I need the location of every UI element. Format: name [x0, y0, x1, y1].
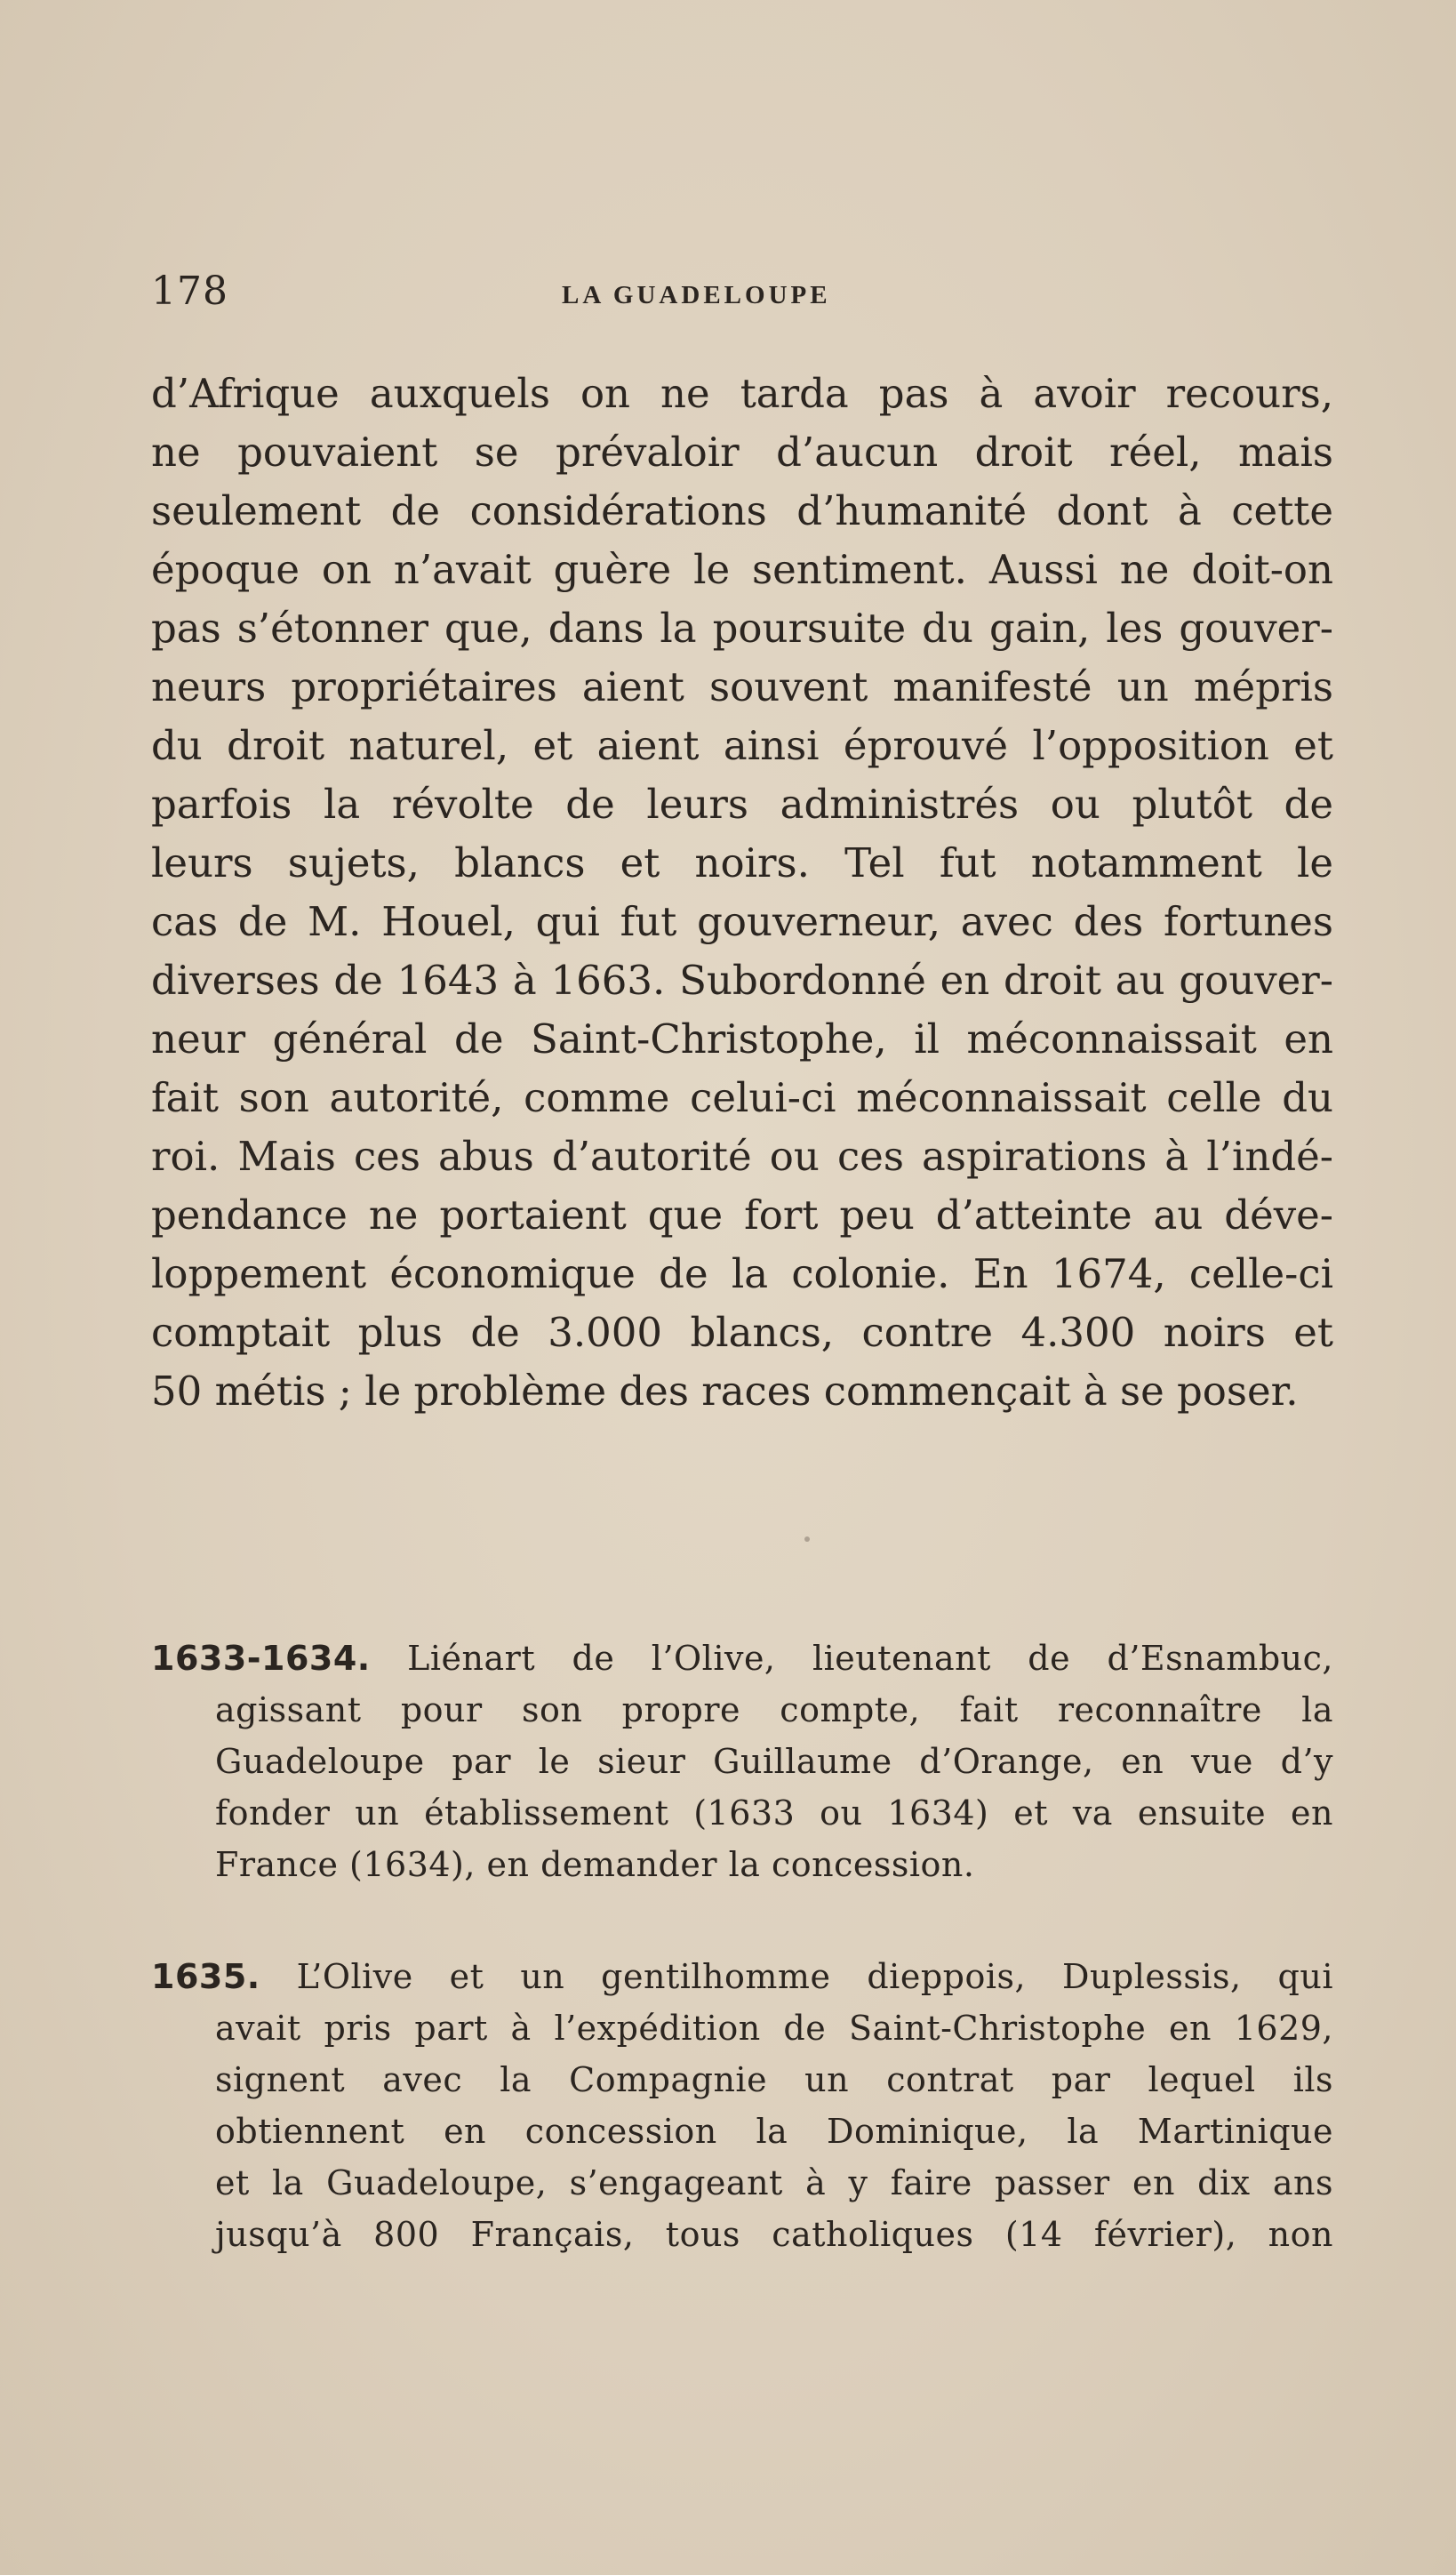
- running-head: [151, 269, 1333, 322]
- body-line: pendance ne portaient que fort peu d’atteinte au déve-: [151, 1191, 1333, 1239]
- body-line: loppement économique de la colonie. En 1674, celle-ci: [151, 1250, 1333, 1297]
- body-line: seulement de considérations d’humanité dont à cette: [151, 487, 1333, 534]
- running-title: LA GUADELOUPE: [562, 281, 831, 309]
- chronology-date: 1633-1634.: [151, 1639, 371, 1678]
- chronology-line: agissant pour son propre compte, fait reconnaître la: [215, 1690, 1333, 1729]
- chronology-first-line: [151, 1632, 1333, 1684]
- body-line: leurs sujets, blancs et noirs. Tel fut notamment le: [151, 839, 1333, 886]
- chronology-date: 1635.: [151, 1957, 260, 1996]
- body-line: d’Afrique auxquels on ne tarda pas à avoir recours,: [151, 370, 1333, 417]
- body-line: du droit naturel, et aient ainsi éprouvé l’opposition et: [151, 722, 1333, 769]
- chronology-line: et la Guadeloupe, s’engageant à y faire passer en dix ans: [215, 2163, 1333, 2202]
- chronology-line: Guadeloupe par le sieur Guillaume d’Orange, en vue d’y: [215, 1742, 1333, 1781]
- body-paragraph: [151, 365, 1333, 1421]
- chronology-line: jusqu’à 800 Français, tous catholiques (14 février), non: [215, 2215, 1333, 2254]
- book-page: [151, 0, 1333, 2575]
- body-line: époque on n’avait guère le sentiment. Aussi ne doit-on: [151, 546, 1333, 593]
- body-line: ne pouvaient se prévaloir d’aucun droit réel, mais: [151, 429, 1333, 476]
- chronology-line: France (1634), en demander la concession.: [215, 1845, 975, 1884]
- chronology-entry: [151, 1632, 1333, 1890]
- chronology-entry: [151, 1951, 1333, 2260]
- body-line: 50 métis ; le problème des races commençait à se poser.: [151, 1368, 1299, 1415]
- body-line: cas de M. Houel, qui fut gouverneur, avec des fortunes: [151, 898, 1333, 945]
- page-number: 178: [151, 269, 228, 314]
- chronology-line: obtiennent en concession la Dominique, la Martinique: [215, 2112, 1333, 2151]
- body-line: diverses de 1643 à 1663. Subordonné en droit au gouver-: [151, 957, 1333, 1004]
- body-line: parfois la révolte de leurs administrés ou plutôt de: [151, 781, 1333, 828]
- chronology-line: signent avec la Compagnie un contrat par lequel ils: [215, 2060, 1333, 2099]
- section-ornament: [804, 1536, 810, 1542]
- body-line: fait son autorité, comme celui-ci méconnaissait celle du: [151, 1074, 1333, 1121]
- chronology-text: Liénart de l’Olive, lieutenant de d’Esnambuc,: [407, 1639, 1333, 1678]
- body-line: neurs propriétaires aient souvent manifesté un mépris: [151, 663, 1333, 710]
- chronology-text: L’Olive et un gentilhomme dieppois, Duplessis, qui: [296, 1957, 1333, 1996]
- chronology-first-line: [151, 1951, 1333, 2002]
- chronology-line: fonder un établissement (1633 ou 1634) et va ensuite en: [215, 1793, 1333, 1833]
- body-line: roi. Mais ces abus d’autorité ou ces aspirations à l’indé-: [151, 1133, 1333, 1180]
- body-line: neur général de Saint-Christophe, il méconnaissait en: [151, 1015, 1333, 1063]
- chronology-line: avait pris part à l’expédition de Saint-Christophe en 1629,: [215, 2009, 1333, 2048]
- body-line: comptait plus de 3.000 blancs, contre 4.300 noirs et: [151, 1309, 1333, 1356]
- body-line: pas s’étonner que, dans la poursuite du gain, les gouver-: [151, 605, 1333, 652]
